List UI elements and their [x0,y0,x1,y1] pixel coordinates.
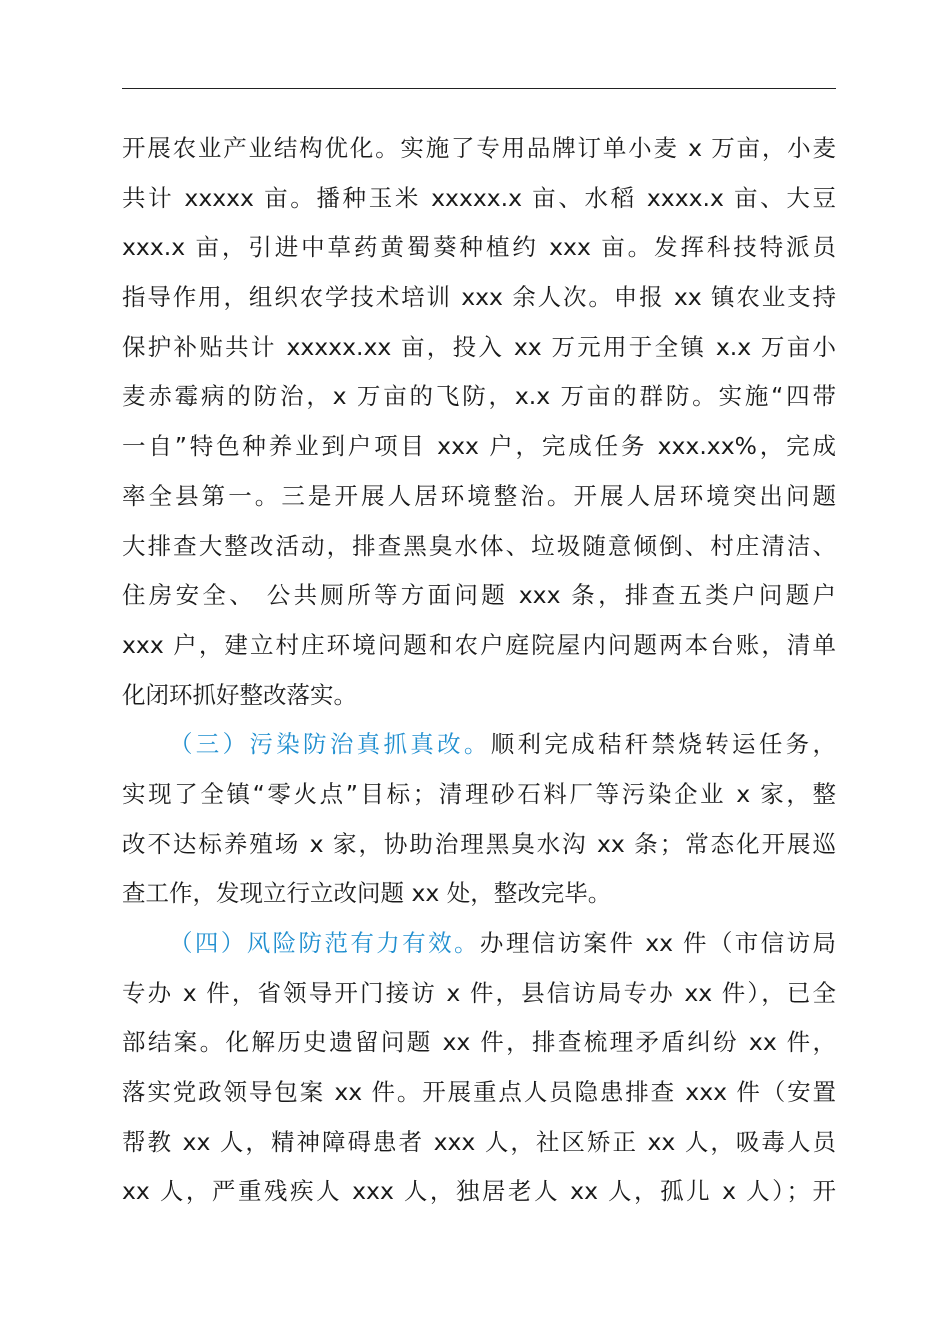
text-line: 住房安全、 公共厕所等方面问题 xxx 条，排查五类户问题户 [122,581,836,610]
section-heading-four: （四）风险防范有力有效。 [169,929,480,957]
text-line: xx 人，严重残疾人 xxx 人，独居老人 xx 人，孤儿 x 人）；开 [122,1177,836,1206]
paragraph-risk-prevention [122,919,836,1217]
text-line: 部结案。化解历史遗留问题 xx 件，排查梳理矛盾纠纷 xx 件， [122,1028,836,1057]
text-line: 共计 xxxxx 亩。播种玉米 xxxxx.x 亩、水稻 xxxx.x 亩、大豆 [122,183,836,212]
header-rule [122,88,836,89]
text-line: 专办 x 件，省领导开门接访 x 件，县信访局专办 xx 件），已全 [122,978,836,1007]
section-heading-three: （三）污染防治真抓真改。 [169,730,491,759]
text-line: 保护补贴共计 xxxxx.xx 亩，投入 xx 万元用于全镇 x.x 万亩小 [122,332,836,361]
text-line: xxx 户，建立村庄环境问题和农户庭院屋内问题两本台账，清单 [122,630,836,659]
text-line: xxx.x 亩，引进中草药黄蜀葵种植约 xxx 亩。发挥科技特派员 [122,233,836,262]
text-line: 查工作，发现立行立改问题 xx 处，整改完毕。 [122,879,612,908]
text-line [122,919,836,969]
text-line: 化闭环抓好整改落实。 [122,680,357,709]
paragraph-pollution-control [122,720,836,919]
text-line-rest: 办理信访案件 xx 件（市信访局 [479,929,836,957]
text-line: 开展农业产业结构优化。实施了专用品牌订单小麦 x 万亩，小麦 [122,134,836,162]
text-line-rest: 顺利完成秸秆禁烧转运任务， [490,730,836,759]
text-line [122,720,836,770]
text-line: 麦赤霉病的防治，x 万亩的飞防，x.x 万亩的群防。实施“四带 [122,382,836,411]
text-line: 率全县第一。三是开展人居环境整治。开展人居环境突出问题 [122,481,836,510]
text-line: 指导作用，组织农学技术培训 xxx 余人次。申报 xx 镇农业支持 [122,283,836,312]
paragraph-agriculture [122,124,836,720]
text-line: 实现了全镇“零火点”目标；清理砂石料厂等污染企业 x 家，整 [122,779,836,808]
text-line: 帮教 xx 人，精神障碍患者 xxx 人，社区矫正 xx 人，吸毒人员 [122,1127,836,1156]
text-line: 一自”特色种养业到户项目 xxx 户，完成任务 xxx.xx%，完成 [122,432,836,461]
text-line: 落实党政领导包案 xx 件。开展重点人员隐患排查 xxx 件（安置 [122,1078,836,1107]
document-body [122,124,836,1217]
text-line: 改不达标养殖场 x 家，协助治理黑臭水沟 xx 条；常态化开展巡 [122,829,836,858]
text-line: 大排查大整改活动，排查黑臭水体、垃圾随意倾倒、村庄清洁、 [122,531,836,560]
